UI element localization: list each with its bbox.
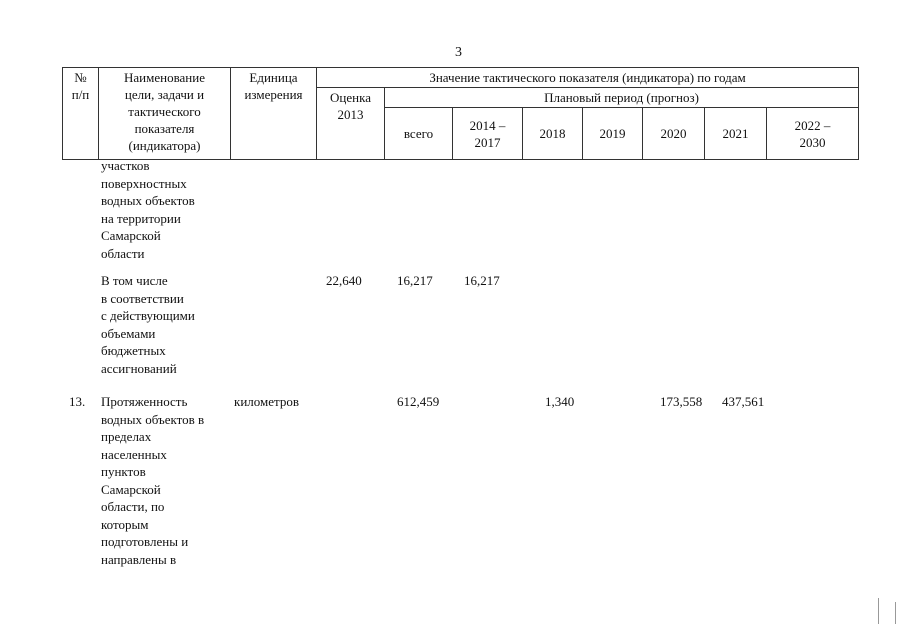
- row-3-2018: 1,340: [545, 394, 575, 409]
- header-unit: Единица измерения: [231, 68, 317, 160]
- header-plan-2021: 2021: [705, 108, 767, 160]
- row-2-estimate: 22,640: [326, 273, 362, 288]
- row-2-2014-2017: 16,217: [464, 273, 500, 288]
- row-3-2021: 437,561: [722, 394, 765, 409]
- header-plan-2022-2030: 2022 – 2030: [767, 108, 859, 160]
- row-2-name: В том числе в соответствии с действующими объемами бюджетных ассигнований: [101, 273, 195, 376]
- row-2-total: 16,217: [397, 273, 433, 288]
- table-header: [62, 67, 859, 160]
- header-plan-2020: 2020: [643, 108, 705, 160]
- header-values-group: Значение тактического показателя (индикатора) по годам: [317, 68, 859, 88]
- header-plan-total: всего: [385, 108, 453, 160]
- row-3-2020: 173,558: [660, 394, 703, 409]
- header-plan-2019: 2019: [583, 108, 643, 160]
- row-3-unit: километров: [234, 394, 299, 409]
- row-1-name: участков поверхностных водных объектов на территории Самарской области: [101, 158, 195, 261]
- header-name: Наименование цели, задачи и тактического показателя (индикатора): [99, 68, 231, 160]
- header-num: № п/п: [63, 68, 99, 160]
- row-3-total: 612,459: [397, 394, 440, 409]
- row-3-name: Протяженность водных объектов в пределах населенных пунктов Самарской области, по которым подготовлены и направлены в: [101, 394, 205, 567]
- page-number: 3: [455, 45, 462, 60]
- header-plan-2014-2017: 2014 – 2017: [453, 108, 523, 160]
- row-3-num: 13.: [69, 394, 86, 409]
- header-plan-group: Плановый период (прогноз): [385, 88, 859, 108]
- scan-artifact: [895, 602, 896, 624]
- header-estimate: Оценка 2013: [317, 88, 385, 160]
- scan-artifact: [878, 598, 879, 624]
- header-plan-2018: 2018: [523, 108, 583, 160]
